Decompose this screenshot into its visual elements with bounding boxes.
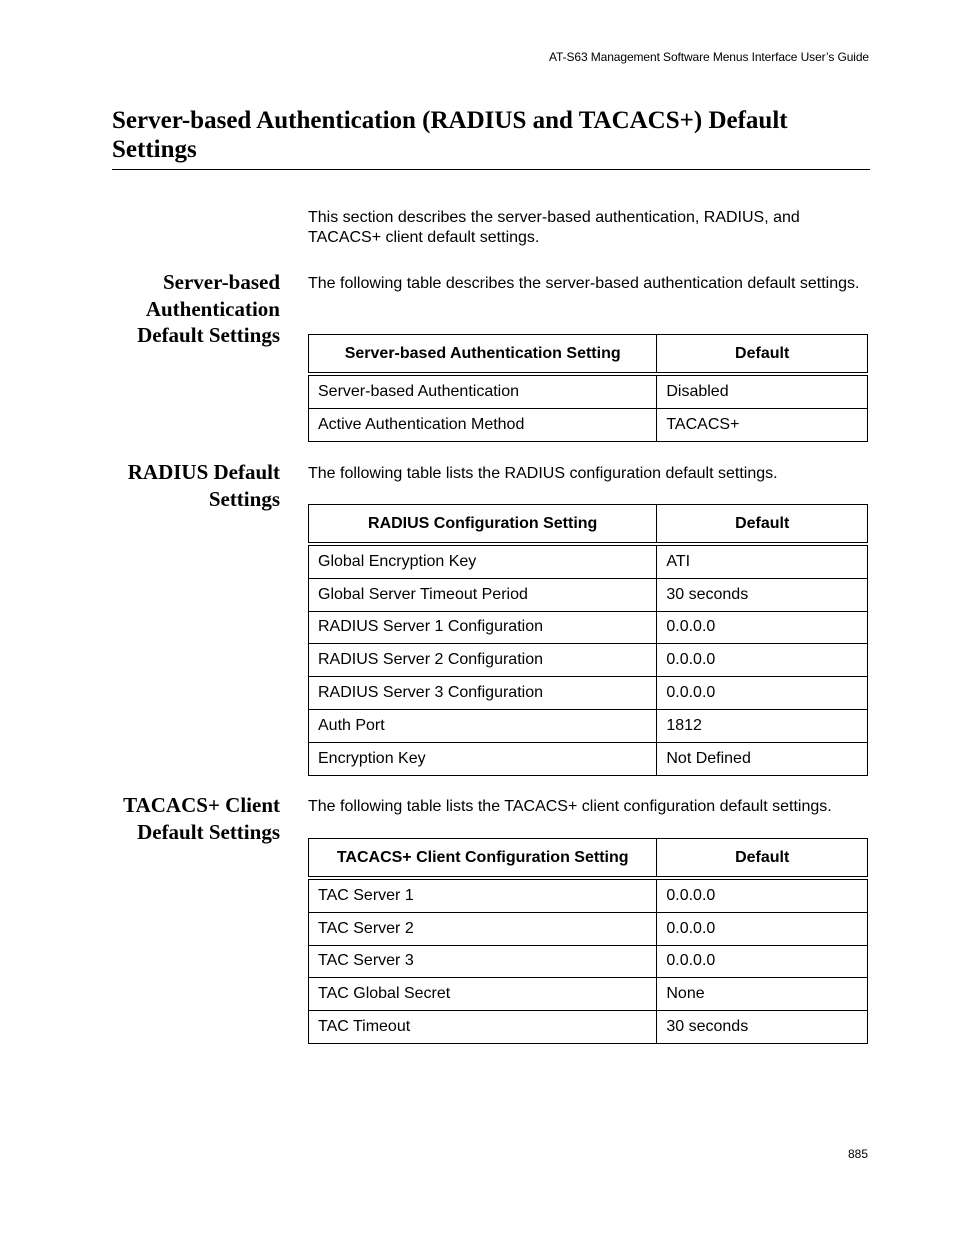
setting-cell: Active Authentication Method <box>309 408 657 441</box>
tacacs-settings-table <box>308 838 868 1044</box>
default-cell: 30 seconds <box>657 578 868 611</box>
title-rule <box>112 169 870 170</box>
table-row <box>309 912 868 945</box>
table-row <box>309 945 868 978</box>
table-row <box>309 544 868 578</box>
setting-cell: TAC Global Secret <box>309 978 657 1011</box>
table-header-default: Default <box>657 505 868 545</box>
section-lead-server-based: The following table describes the server-based authentication default settings. <box>308 275 860 292</box>
default-cell: TACACS+ <box>657 408 868 441</box>
table-header-setting: Server-based Authentication Setting <box>309 335 657 375</box>
table-header-row <box>309 505 868 545</box>
section-lead-tacacs: The following table lists the TACACS+ client configuration default settings. <box>308 798 832 815</box>
default-cell: 0.0.0.0 <box>657 611 868 644</box>
default-cell: 0.0.0.0 <box>657 945 868 978</box>
setting-cell: Server-based Authentication <box>309 374 657 408</box>
table-row <box>309 408 868 441</box>
setting-cell: Auth Port <box>309 709 657 742</box>
setting-cell: RADIUS Server 2 Configuration <box>309 644 657 677</box>
default-cell: 0.0.0.0 <box>657 878 868 912</box>
table-header-setting: RADIUS Configuration Setting <box>309 505 657 545</box>
setting-cell: Encryption Key <box>309 742 657 775</box>
section-lead-radius: The following table lists the RADIUS configuration default settings. <box>308 465 778 482</box>
table-header-default: Default <box>657 839 868 879</box>
table-header-row <box>309 839 868 879</box>
setting-cell: RADIUS Server 1 Configuration <box>309 611 657 644</box>
default-cell: 1812 <box>657 709 868 742</box>
table-row <box>309 374 868 408</box>
default-cell: 0.0.0.0 <box>657 912 868 945</box>
page-title: Server-based Authentication (RADIUS and TACACS+) Default Settings <box>112 107 788 163</box>
table-row <box>309 742 868 775</box>
server-based-auth-table <box>308 334 868 442</box>
table-header-default: Default <box>657 335 868 375</box>
default-cell: ATI <box>657 544 868 578</box>
intro-paragraph: This section describes the server-based authentication, RADIUS, and TACACS+ client default settings. <box>308 209 800 246</box>
section-heading-tacacs: TACACS+ Client Default Settings <box>123 793 280 844</box>
running-header: AT-S63 Management Software Menus Interface User’s Guide <box>549 50 869 64</box>
default-cell: Disabled <box>657 374 868 408</box>
table-row <box>309 644 868 677</box>
section-heading-radius: RADIUS Default Settings <box>127 460 280 511</box>
default-cell: 0.0.0.0 <box>657 644 868 677</box>
table-header-row <box>309 335 868 375</box>
setting-cell: TAC Server 2 <box>309 912 657 945</box>
table-row <box>309 578 868 611</box>
setting-cell: Global Encryption Key <box>309 544 657 578</box>
setting-cell: Global Server Timeout Period <box>309 578 657 611</box>
radius-settings-table <box>308 504 868 776</box>
setting-cell: TAC Timeout <box>309 1011 657 1044</box>
table-header-setting: TACACS+ Client Configuration Setting <box>309 839 657 879</box>
section-heading-server-based: Server-based Authentication Default Settings <box>137 270 280 347</box>
table-row <box>309 709 868 742</box>
table-row <box>309 611 868 644</box>
default-cell: 0.0.0.0 <box>657 677 868 710</box>
default-cell: None <box>657 978 868 1011</box>
table-row <box>309 978 868 1011</box>
table-row <box>309 677 868 710</box>
table-row <box>309 1011 868 1044</box>
table-row <box>309 878 868 912</box>
setting-cell: TAC Server 3 <box>309 945 657 978</box>
default-cell: 30 seconds <box>657 1011 868 1044</box>
page-number: 885 <box>847 1147 868 1161</box>
setting-cell: RADIUS Server 3 Configuration <box>309 677 657 710</box>
default-cell: Not Defined <box>657 742 868 775</box>
setting-cell: TAC Server 1 <box>309 878 657 912</box>
